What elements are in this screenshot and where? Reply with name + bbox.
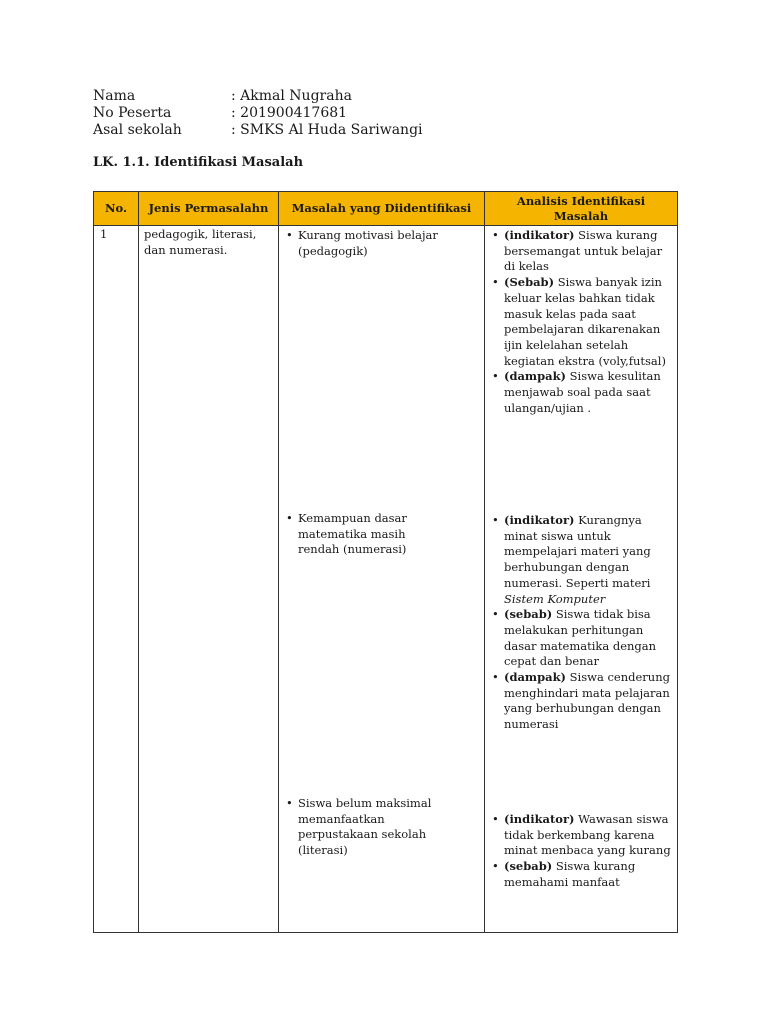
masalah-list-1 [283,228,473,259]
keyword: (sebab) [504,859,553,874]
masalah-list-2 [283,511,433,558]
item-text: Siswa cenderung menghindari mata pelajaran yang berhubungan dengan numerasi [504,670,670,732]
keyword: (dampak) [504,670,567,685]
cell-analisis [485,226,678,933]
list-item [489,275,671,369]
keyword: (Sebab) [504,275,555,290]
cell-masalah [279,226,485,933]
peserta-value: : 201900417681 [231,105,348,121]
list-item: • Kurang motivasi belajar (pedagogik) [283,228,473,259]
problem-table [93,191,678,933]
school-label: Asal sekolah [93,122,182,138]
list-item [489,369,671,416]
keyword: (indikator) [504,228,575,242]
item-text: Kurangnya minat siswa untuk mempelajari materi yang berhubungan dengan numerasi. Seperti materi [504,513,651,590]
name-label: Nama [93,88,136,104]
keyword: (sebab) [504,607,553,622]
name-value: : Akmal Nugraha [231,88,352,104]
keyword: (dampak) [504,369,567,384]
item-text: Siswa tidak bisa melakukan perhitungan dasar matematika dengan cepat dan benar [504,607,657,669]
keyword: (indikator) [504,812,575,826]
header-jenis: Jenis Permasalahn [139,192,279,226]
item-text: Siswa kurang bersemangat untuk belajar di kelas [504,228,663,274]
list-item: • Kemampuan dasar matematika masih rendah (numerasi) [283,511,433,558]
item-text: Wawasan siswa tidak berkembang karena minat menbaca yang kurang [504,812,671,858]
analisis-group-1 [489,228,671,416]
analisis-group-2 [489,513,671,733]
peserta-label: No Peserta [93,105,172,121]
list-item [489,670,671,733]
cell-jenis: pedagogik, literasi, dan numerasi. [139,226,279,933]
list-item: • Siswa belum maksimal memanfaatkan perpustakaan sekolah (literasi) [283,796,458,859]
item-text: Siswa kesulitan menjawab soal pada saat ulangan/ujian . [504,369,661,415]
cell-no: 1 [94,226,139,933]
list-item [489,812,671,859]
list-item [489,607,671,670]
keyword: (indikator) [504,513,575,527]
item-text: Siswa banyak izin keluar kelas bahkan tidak masuk kelas pada saat pembelajaran dikarenakan ijin kelelahan setelah kegiatan ekstra (voly,futsal) [504,275,666,368]
italic-text: Sistem Komputer [504,591,606,606]
table-header-row [94,192,678,226]
list-item [489,513,671,607]
list-item [489,859,671,890]
list-item [489,228,671,275]
section-heading: LK. 1.1. Identifikasi Masalah [93,155,304,170]
analisis-group-3 [489,812,671,891]
header-masalah: Masalah yang Diidentifikasi [279,192,485,226]
header-no: No. [94,192,139,226]
item-text: Siswa kurang memahami manfaat [504,859,636,889]
table-row [94,226,678,933]
masalah-list-3 [283,796,458,859]
school-value: : SMKS Al Huda Sariwangi [231,122,423,138]
header-analisis: Analisis Identifikasi Masalah [485,192,678,226]
